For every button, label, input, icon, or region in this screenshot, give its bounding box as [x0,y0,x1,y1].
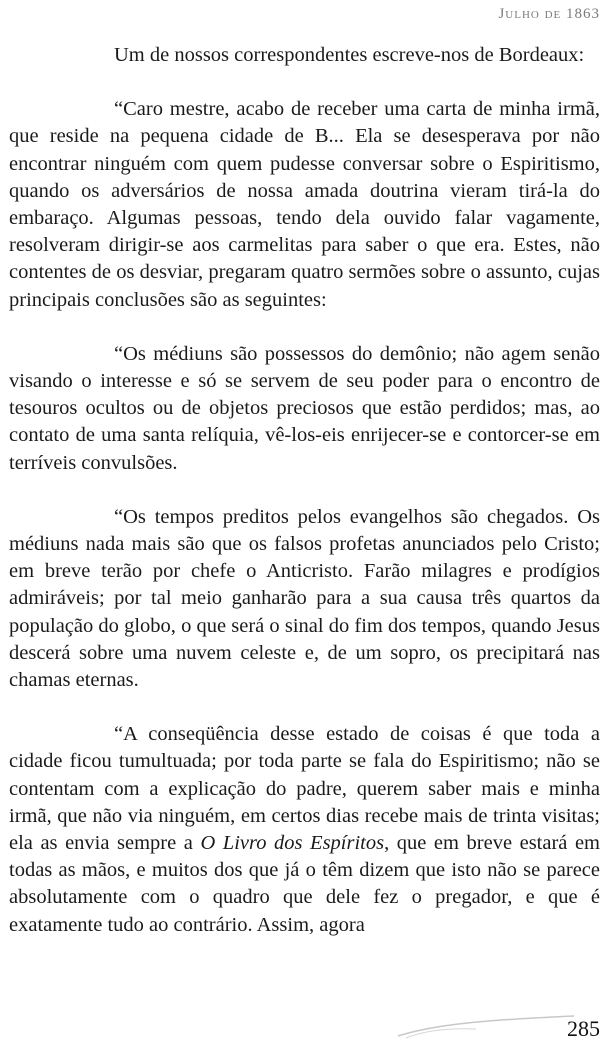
paragraph-times: “Os tempos preditos pelos evangelhos são chegados. Os médiuns nada mais são que os falsos profetas anunciados pelo Cristo; em breve terão por chefe o Anticristo. Farão milagres e prodígios admiráveis; por tal meio ganharão para a sua causa três quartos da população do globo, o que será o sinal do fim dos tempos, quando Jesus descerá sobre uma nuvem celeste e, de um sopro, os precipitará nas chamas eternas. [9,505,600,692]
paragraph-letter-opening: “Caro mestre, acabo de receber uma carta de minha irmã, que reside na pequena cidade de B... Ela se desesperava por não encontrar ninguém com quem pudesse conversar sobre o Espiritismo, quando os adversários de nossa amada doutrina vieram tirá-la do embaraço. Algumas pessoas, tendo dela ouvido falar vagamente, resolveram dirigir-se aos carmelitas para saber o que era. Estes, não contentes de os desviar, pregaram quatro sermões sobre o assunto, cujas principais conclusões são as seguintes: [9,98,600,311]
paragraph-intro: Um de nossos correspondentes escreve-nos de Bordeaux: [114,44,585,66]
page-swash-ornament [396,1014,576,1040]
page-body [9,42,600,939]
book-title: O Livro dos Espíritos [200,832,385,855]
paragraph-consequence [9,721,600,939]
paragraph-consequence-end: , que em breve estará em todas as mãos, e muitos dos que já o têm dizem que isto não se parece absolutamente com o quadro que dele fez o pregador, e que é exatamente tudo ao contrário. Assim, agora [9,832,600,936]
page-number: 285 [567,1016,600,1041]
paragraph-mediums: “Os médiuns são possessos do demônio; não agem senão visando o interesse e só se servem de seu poder para o encontro de tesouros ocultos ou de objetos preciosos que estão perdidos; mas, ao contato de uma santa relíquia, vê-los-eis enrijecer-se e contorcer-se em terríveis convulsões. [9,342,600,474]
paragraph-consequence-start: “A conseqüência desse estado de coisas é que toda a cidade ficou tumultuada; por toda parte se fala do Espiritismo; não se contentam com a explicação do padre, querem saber mais e minha irmã, que não via ninguém, em certos dias recebe mais de trinta visitas; ela as envia sempre a [9,723,600,855]
running-header: Julho de 1863 [498,6,600,22]
